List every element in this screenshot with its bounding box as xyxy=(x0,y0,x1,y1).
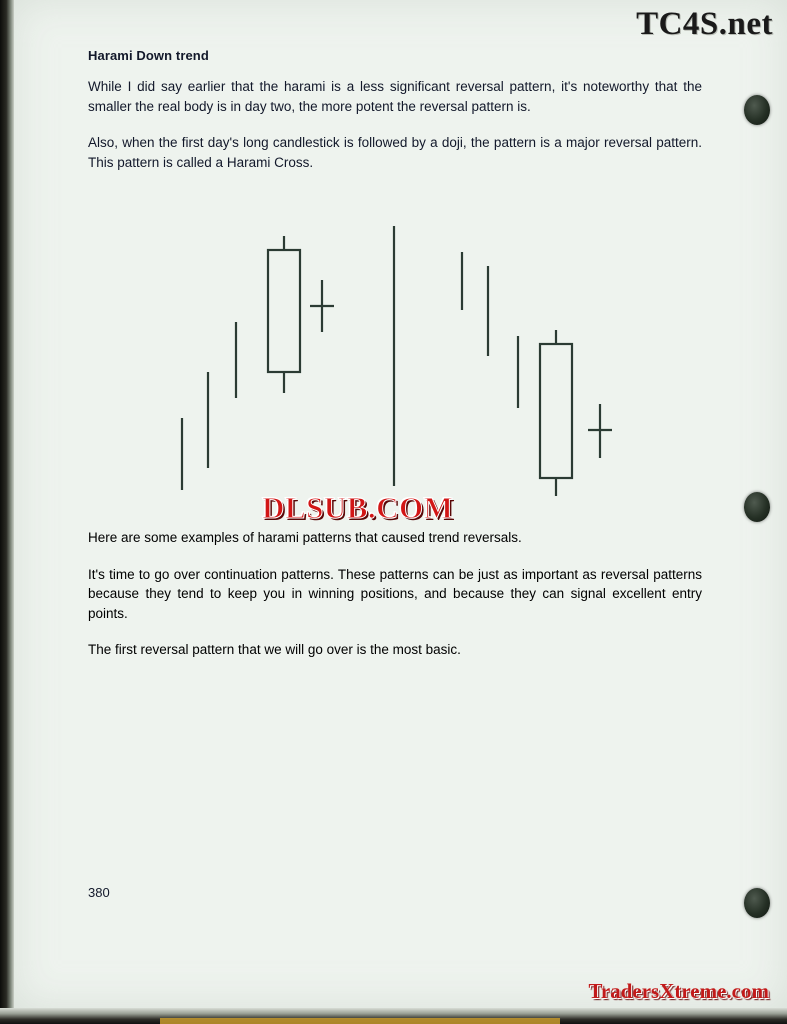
watermark-tradersxtreme: TradersXtreme.com xyxy=(588,979,769,1003)
body-paragraph: Also, when the first day's long candlestick is followed by a doji, the pattern is a major reversal pattern. This pattern is called a Harami Cross. xyxy=(88,135,702,170)
candle-body xyxy=(540,344,572,478)
body-paragraph: While I did say earlier that the harami is a less significant reversal pattern, it's noteworthy that the smaller the real body is in day two, the more potent the reversal pattern is. xyxy=(88,79,702,114)
candlestick-chart xyxy=(88,218,708,528)
page-text-bottom xyxy=(88,528,702,677)
body-paragraph: Here are some examples of harami patterns that caused trend reversals. xyxy=(88,530,522,545)
body-paragraph: The first reversal pattern that we will go over is the most basic. xyxy=(88,642,461,657)
candlestick-chart-svg xyxy=(88,218,708,528)
page-binding-edge xyxy=(0,0,14,1024)
scan-bottom-accent xyxy=(160,1018,560,1024)
punch-hole xyxy=(744,95,770,125)
candle-body xyxy=(268,250,300,372)
page-number: 380 xyxy=(88,885,110,900)
body-paragraph: It's time to go over continuation patterns. These patterns can be just as important as reversal patterns because they tend to keep you in winning positions, and because they can signal excellent entry points. xyxy=(88,566,702,621)
punch-hole xyxy=(744,888,770,918)
watermark-dlsub: DLSUB.COM xyxy=(262,490,454,525)
page-title: Harami Down trend xyxy=(88,48,209,63)
punch-hole xyxy=(744,492,770,522)
page-text-top xyxy=(88,48,702,189)
watermark-tc4s: TC4S.net xyxy=(636,6,773,42)
